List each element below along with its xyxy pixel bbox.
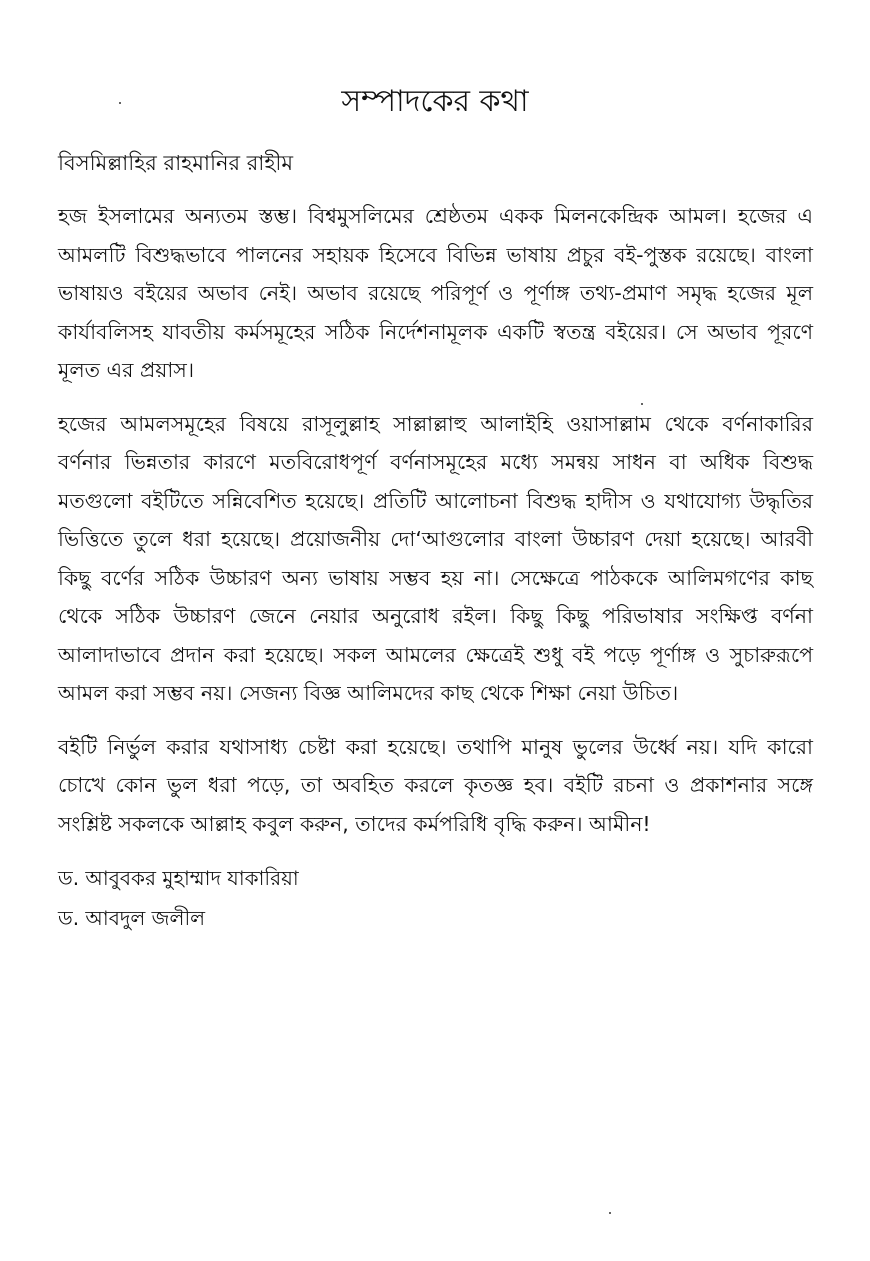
scan-speck bbox=[641, 403, 643, 405]
document-body bbox=[58, 197, 813, 938]
scan-speck bbox=[119, 102, 121, 104]
scan-speck bbox=[609, 1212, 611, 1214]
paragraph-method: হজের আমলসমূহের বিষয়ে রাসূলুল্লাহ সাল্লাল্লাহু আলাইহি ওয়াসাল্লাম থেকে বর্ণনাকারির বর্ণনার ভিন্নতার কারণে মতবিরোধপূর্ণ বর্ণনাসমূহের মধ্যে সমন্বয় সাধন বা অধিক বিশুদ্ধ মতগুলো বইটিতে সন্নিবেশিত হয়েছে। প্রতিটি আলোচনা বিশুদ্ধ হাদীস ও যথাযোগ্য উদ্ধৃতির ভিত্তিতে তুলে ধরা হয়েছে। প্রয়োজনীয় দো‘আগুলোর বাংলা উচ্চারণ দেয়া হয়েছে। আরবী কিছু বর্ণের সঠিক উচ্চারণ অন্য ভাষায় সম্ভব হয় না। সেক্ষেত্রে পাঠককে আলিমগণের কাছ থেকে সঠিক উচ্চারণ জেনে নেয়ার অনুরোধ রইল। কিছু কিছু পরিভাষার সংক্ষিপ্ত বর্ণনা আলাদাভাবে প্রদান করা হয়েছে। সকল আমলের ক্ষেত্রেই শুধু বই পড়ে পূর্ণাঙ্গ ও সুচারুরূপে আমল করা সম্ভব নয়। সেজন্য বিজ্ঞ আলিমদের কাছ থেকে শিক্ষা নেয়া উচিত। bbox=[58, 411, 813, 705]
bismillah-heading: বিসমিল্লাহির রাহমানির রাহীম bbox=[58, 151, 294, 175]
page-title: সম্পাদকের কথা bbox=[341, 84, 529, 119]
paragraph-closing: বইটি নির্ভুল করার যথাসাধ্য চেষ্টা করা হয়েছে। তথাপি মানুষ ভুলের উর্ধ্বে নয়। যদি কারো চোখে কোন ভুল ধরা পড়ে, তা অবহিত করলে কৃতজ্ঞ হব। বইটি রচনা ও প্রকাশনার সঙ্গে সংশ্লিষ্ট সকলকে আল্লাহ কবুল করুন, তাদের কর্মপরিধি বৃদ্ধি করুন। আমীন! bbox=[58, 734, 813, 836]
paragraph-intro: হজ ইসলামের অন্যতম স্তম্ভ। বিশ্বমুসলিমের শ্রেষ্ঠতম একক মিলনকেন্দ্রিক আমল। হজের এ আমলটি বিশুদ্ধভাবে পালনের সহায়ক হিসেবে বিভিন্ন ভাষায় প্রচুর বই-পুস্তক রয়েছে। বাংলা ভাষায়ও বইয়ের অভাব নেই। অভাব রয়েছে পরিপূর্ণ ও পূর্ণাঙ্গ তথ্য-প্রমাণ সমৃদ্ধ হজের মূল কার্যাবলিসহ যাবতীয় কর্মসমূহের সঠিক নির্দেশনামূলক একটি স্বতন্ত্র বইয়ের। সে অভাব পূরণে মূলত এর প্রয়াস। bbox=[58, 204, 813, 382]
signature-block bbox=[58, 858, 813, 938]
signature-author-1: ড. আবুবকর মুহাম্মাদ যাকারিয়া bbox=[58, 866, 299, 890]
signature-author-2: ড. আবদুল জলীল bbox=[58, 906, 206, 930]
